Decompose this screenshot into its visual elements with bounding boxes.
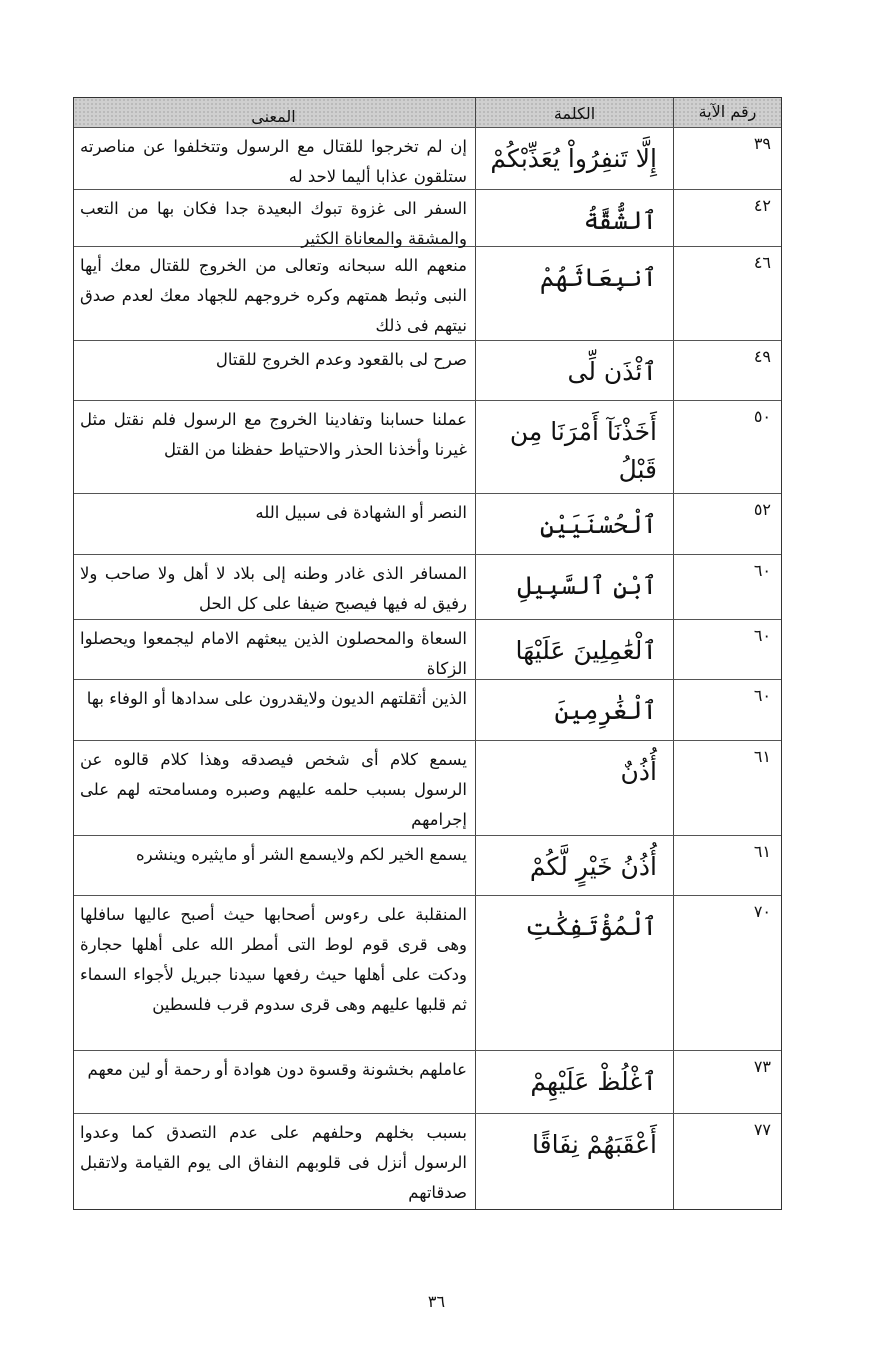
quran-word: أُذُنٌ	[475, 741, 673, 835]
verse-number: ٦٠	[673, 680, 781, 740]
table-row	[74, 1114, 781, 1209]
quran-word: أَخَذْنَآ أَمْرَنَا مِن قَبْلُ	[475, 401, 673, 493]
table-row	[74, 896, 781, 1051]
table-row	[74, 741, 781, 836]
quran-word: ٱلشُّقَّةُ	[475, 190, 673, 246]
quran-word: ٱغْلُظْ عَلَيْهِمْ	[475, 1051, 673, 1113]
word-meaning: يسمع كلام أى شخص فيصدقه وهذا كلام قالوه عن الرسول بسبب حلمه عليهم وصبره ومسامحته لهم على إجرامهم	[80, 750, 467, 829]
table-row	[74, 401, 781, 494]
table-row	[74, 341, 781, 401]
verse-number: ٤٩	[673, 341, 781, 400]
quran-word: ٱئْذَن لِّى	[475, 341, 673, 400]
verse-number: ٧٧	[673, 1114, 781, 1209]
word-meaning: المنقلبة على رءوس أصحابها حيث أصبح عاليها سافلها وهى قرى قوم لوط التى أمطر الله على أهلها حجارة ودكت على أهلها حيث رفعها سيدنا جبريل لأجواء السماء ثم قلبها عليهم وهى قرى سدوم قرب فلسطين	[80, 905, 467, 1014]
verse-number: ٥٢	[673, 494, 781, 554]
verse-number: ٧٣	[673, 1051, 781, 1113]
word-meaning: النصر أو الشهادة فى سبيل الله	[255, 503, 467, 522]
verse-number: ٥٠	[673, 401, 781, 493]
table-row	[74, 247, 781, 341]
verse-number: ٧٠	[673, 896, 781, 1050]
word-meaning: عاملهم بخشونة وقسوة دون هوادة أو رحمة أو لين معهم	[87, 1060, 467, 1079]
word-meaning: بسبب بخلهم وحلفهم على عدم التصدق كما وعدوا الرسول أنزل فى قلوبهم النفاق الى يوم القيامة ولاتقبل صدقاتهم	[80, 1123, 467, 1202]
word-meaning: المسافر الذى غادر وطنه إلى بلاد لا أهل ولا صاحب ولا رفيق له فيها فيصبح ضيفا على كل الحل	[80, 564, 467, 613]
quran-word: أَعْقَبَهُمْ نِفَاقًا	[475, 1114, 673, 1209]
word-meaning: يسمع الخير لكم ولايسمع الشر أو مايثيره وينشره	[136, 845, 467, 864]
verse-number: ٣٩	[673, 128, 781, 189]
word-meaning: السعاة والمحصلون الذين يبعثهم الامام ليجمعوا ويحصلوا الزكاة	[80, 629, 467, 678]
word-meaning: إن لم تخرجوا للقتال مع الرسول وتتخلفوا عن مناصرته ستلقون عذابا أليما لاحد له	[80, 137, 467, 186]
table-row	[74, 128, 781, 190]
quran-word: ٱلْغَٰرِمِينَ	[475, 680, 673, 740]
table-row	[74, 1051, 781, 1114]
page-number: ٣٦	[427, 1292, 446, 1311]
verse-number: ٤٢	[673, 190, 781, 246]
quran-word: ٱلْعَٰمِلِينَ عَلَيْهَا	[475, 620, 673, 679]
vocabulary-table	[73, 97, 782, 1210]
verse-number: ٦٠	[673, 555, 781, 619]
word-meaning: صرح لى بالقعود وعدم الخروج للقتال	[215, 350, 467, 369]
table-row	[74, 620, 781, 680]
table-row	[74, 836, 781, 896]
table-header	[74, 98, 781, 128]
quran-word: ٱبْنِ ٱلسَّبِيلِ	[475, 555, 673, 619]
verse-number: ٦١	[673, 741, 781, 835]
header-verse-number: رقم الآية	[673, 98, 781, 127]
table-row	[74, 680, 781, 741]
word-meaning: عملنا حسابنا وتفادينا الخروج مع الرسول فلم نقتل مثل غيرنا وأخذنا الحذر والاحتياط حفظنا من القتل	[80, 410, 467, 459]
quran-word: ٱلْمُؤْتَفِكَٰتِ	[475, 896, 673, 1050]
word-meaning: الذين أثقلتهم الديون ولايقدرون على سدادها أو الوفاء بها	[86, 689, 467, 708]
quran-word: إِلَّا تَنفِرُواْ يُعَذِّبْكُمْ	[475, 128, 673, 189]
header-word: الكلمة	[475, 98, 673, 127]
quran-word: أُذُنُ خَيْرٍ لَّكُمْ	[475, 836, 673, 895]
verse-number: ٦١	[673, 836, 781, 895]
header-meaning: المعنى	[251, 107, 296, 126]
verse-number: ٦٠	[673, 620, 781, 679]
word-meaning: السفر الى غزوة تبوك البعيدة جدا فكان بها من التعب والمشقة والمعاناة الكثير	[80, 199, 467, 248]
table-row	[74, 190, 781, 247]
table-row	[74, 494, 781, 555]
verse-number: ٤٦	[673, 247, 781, 340]
table-row	[74, 555, 781, 620]
word-meaning: منعهم الله سبحانه وتعالى من الخروج للقتال معك أيها النبى وثبط همتهم وكره خروجهم للجهاد معك لعدم صدق نيتهم فى ذلك	[80, 256, 467, 335]
quran-word: ٱنبِعَاثَهُمْ	[475, 247, 673, 340]
quran-word: ٱلْحُسْنَيَيْنِ	[475, 494, 673, 554]
